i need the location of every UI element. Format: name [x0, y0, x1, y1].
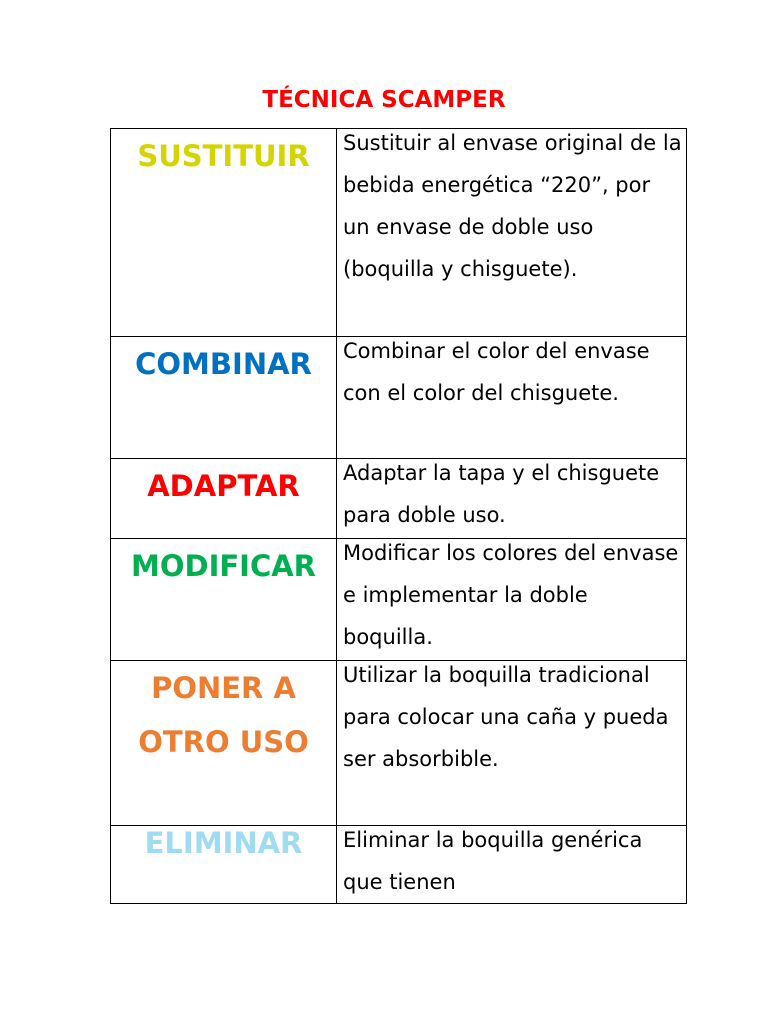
term-cell [111, 826, 337, 904]
description-cell [337, 826, 687, 904]
term-adaptar: ADAPTAR [147, 469, 300, 503]
description-poner-a-otro-uso: Utilizar la boquilla tradicional para colocar una caña y pueda ser absorbible. [343, 663, 669, 771]
description-adaptar: Adaptar la tapa y el chisguete para doble uso. [343, 461, 660, 527]
table-row-poner-a-otro-uso [111, 661, 687, 826]
table-row-eliminar [111, 826, 687, 904]
term-cell [111, 459, 337, 539]
description-cell [337, 539, 687, 661]
term-combinar: COMBINAR [135, 347, 312, 381]
term-cell [111, 539, 337, 661]
description-cell [337, 661, 687, 826]
description-combinar: Combinar el color del envase con el color del chisguete. [343, 339, 650, 405]
table-row-sustituir [111, 129, 687, 337]
description-eliminar: Eliminar la boquilla genérica que tienen [343, 828, 643, 894]
description-cell [337, 337, 687, 459]
table-row-combinar [111, 337, 687, 459]
term-cell [111, 129, 337, 337]
page-title: TÉCNICA SCAMPER [262, 87, 506, 113]
description-cell [337, 129, 687, 337]
table-row-adaptar [111, 459, 687, 539]
term-cell [111, 661, 337, 826]
term-cell [111, 337, 337, 459]
description-modificar: Modificar los colores del envase e implementar la doble boquilla. [343, 541, 679, 649]
term-sustituir: SUSTITUIR [137, 139, 310, 173]
term-eliminar: ELIMINAR [144, 826, 303, 860]
description-sustituir: Sustituir al envase original de la bebida energética “220”, por un envase de doble uso (boquilla y chisguete). [343, 131, 682, 281]
term-modificar: MODIFICAR [130, 549, 317, 583]
table-row-modificar [111, 539, 687, 661]
description-cell [337, 459, 687, 539]
scamper-table [110, 128, 687, 904]
term-poner-a-otro-uso: PONER A OTRO USO [138, 671, 309, 759]
